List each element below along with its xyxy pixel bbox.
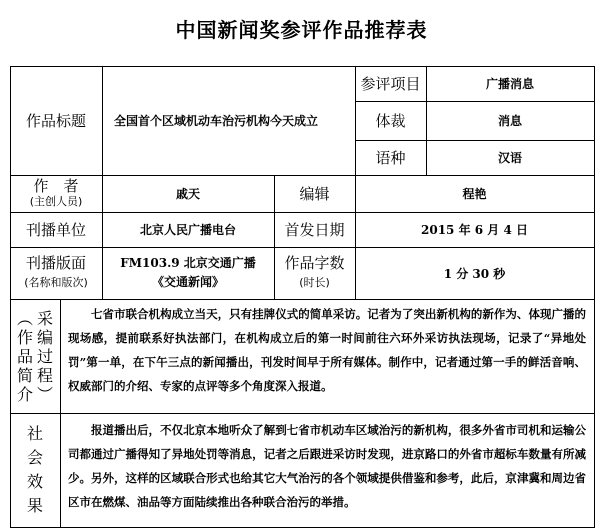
layout-label-main: 刊播版面 bbox=[25, 254, 86, 272]
process-char: 采 bbox=[36, 308, 53, 328]
editor-value: 程艳 bbox=[462, 187, 487, 201]
process-label bbox=[10, 299, 60, 413]
first-date-label: 首发日期 bbox=[284, 221, 345, 239]
process-char: 程 bbox=[36, 365, 53, 385]
publisher-label: 刊播单位 bbox=[25, 221, 86, 239]
process-char: ︵ bbox=[16, 308, 33, 328]
process-char: 作 bbox=[16, 327, 33, 347]
layout-value-line1: FM103.9 北京交通广播 bbox=[120, 256, 256, 270]
process-char: 过 bbox=[36, 346, 53, 366]
effect-char: 果 bbox=[26, 496, 43, 515]
process-char: 简 bbox=[16, 365, 33, 385]
author-value: 戚天 bbox=[175, 187, 200, 201]
language-value: 汉语 bbox=[497, 151, 522, 165]
first-date-value: 2015 年 6 月 4 日 bbox=[421, 223, 528, 237]
author-label-sub: (主创人员) bbox=[29, 194, 83, 208]
recommendation-table bbox=[10, 66, 595, 528]
process-char: 品 bbox=[16, 346, 33, 366]
process-label-chars bbox=[16, 309, 54, 404]
length-label bbox=[274, 247, 355, 299]
length-label-sub: (时长) bbox=[299, 276, 330, 289]
author-label bbox=[10, 175, 102, 212]
effect-label bbox=[10, 413, 60, 527]
author-label-main: 作 者 bbox=[33, 176, 79, 195]
genre-label: 体裁 bbox=[375, 112, 406, 130]
category-label: 参评项目 bbox=[360, 75, 421, 93]
work-title-label: 作品标题 bbox=[25, 112, 86, 130]
genre-value: 消息 bbox=[497, 114, 522, 128]
process-description: 七省市联合机构成立当天，只有挂牌仪式的简单采访。记者为了突出新机构的新作为、体现广播的现场感，提前联系好执法部门，在机构成立后的第一时间前往六环外采访执法现场，记录了“异地处罚”第一单，在下午三点的新闻播出，刊发时间早于所有媒体。制作中，记者通过第一手的鲜活音响、权威部门的介绍、专家的点评等多个角度深入报道。 bbox=[68, 307, 586, 393]
layout-value bbox=[102, 247, 274, 299]
editor-label: 编辑 bbox=[299, 185, 330, 203]
layout-label-sub: (名称和版次) bbox=[24, 276, 88, 289]
process-char: 介 bbox=[16, 384, 33, 404]
layout-label bbox=[10, 247, 102, 299]
publisher-value: 北京人民广播电台 bbox=[139, 223, 236, 237]
work-title-value: 全国首个区域机动车治污机构今天成立 bbox=[114, 114, 319, 128]
category-value: 广播消息 bbox=[485, 77, 534, 91]
page-title: 中国新闻奖参评作品推荐表 bbox=[175, 18, 428, 42]
effect-char: 效 bbox=[26, 472, 43, 491]
length-label-main: 作品字数 bbox=[284, 254, 345, 272]
effect-description: 报道播出后，不仅北京本地听众了解到七省市机动车区域治污的新机构，很多外省市司机和运输公司都通过广播得知了异地处罚等消息，记者之后跟进采访时发现，进京路口的外省市超标车数量有所减少。另外，这样的区域联合形式也给其它大气治污的各个领域提供借鉴和参考，此后，京津冀和周边省区市在燃煤、油品等方面陆续推出各种联合治污的举措。 bbox=[68, 423, 586, 509]
process-char: ︶ bbox=[36, 384, 53, 404]
length-value: 1 分 30 秒 bbox=[443, 266, 506, 281]
effect-char: 社 bbox=[26, 424, 43, 443]
layout-value-line2: 《交通新闻》 bbox=[151, 275, 224, 289]
language-label: 语种 bbox=[375, 149, 406, 167]
process-char: 编 bbox=[36, 327, 53, 347]
effect-char: 会 bbox=[26, 448, 43, 467]
